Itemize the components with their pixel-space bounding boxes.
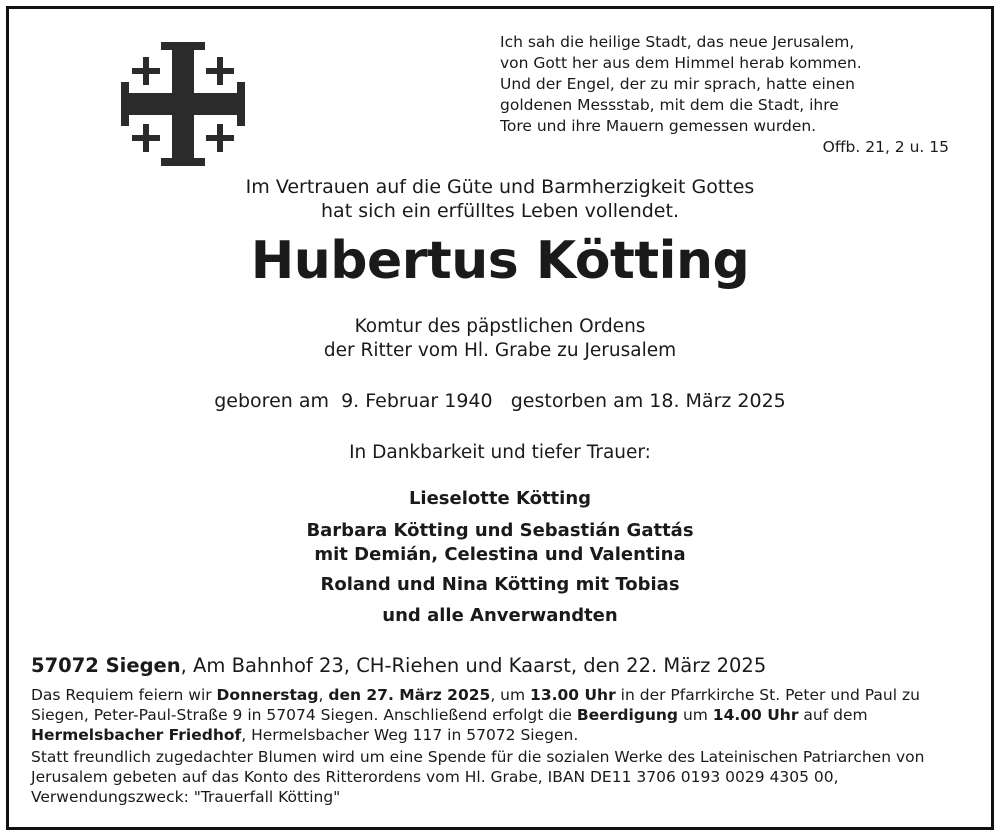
- burial-time: 14.00 Uhr: [712, 706, 799, 724]
- verse-line: Ich sah die heilige Stadt, das neue Jerusalem,: [500, 33, 855, 51]
- mourner-entry: Lieselotte Kötting: [408, 488, 592, 509]
- place-city: 57072 Siegen: [31, 654, 181, 677]
- honorific-line: der Ritter vom Hl. Grabe zu Jerusalem: [323, 340, 677, 361]
- requiem-text: auf dem: [798, 706, 868, 724]
- verse-line: von Gott her aus dem Himmel herab kommen.: [500, 54, 862, 72]
- intro-text: [9, 175, 991, 223]
- verse-line: goldenen Messstab, mit dem die Stadt, ihre: [500, 96, 839, 114]
- mourning-intro: In Dankbarkeit und tiefer Trauer:: [349, 442, 651, 463]
- requiem-text: ,: [318, 686, 329, 704]
- mourner-line: mit Demián, Celestina und Valentina: [314, 544, 686, 565]
- requiem-text: Das Requiem feiern wir: [31, 686, 217, 704]
- cemetery-name: Hermelsbacher Friedhof: [31, 726, 242, 744]
- requiem-date: den 27. März 2025: [328, 686, 491, 704]
- requiem-text: , Hermelsbacher Weg 117 in 57072 Siegen.: [241, 726, 579, 744]
- requiem-time: 13.00 Uhr: [530, 686, 616, 704]
- place-and-date: [31, 654, 766, 677]
- place-addresses: , Am Bahnhof 23, CH-Riehen und Kaarst, den 22. März 2025: [180, 654, 767, 677]
- obituary-notice: [6, 6, 994, 830]
- requiem-text: , um: [490, 686, 531, 704]
- jerusalem-cross-icon: [117, 38, 249, 170]
- honorific-line: Komtur des päpstlichen Ordens: [354, 316, 646, 337]
- requiem-day: Donnerstag: [216, 686, 319, 704]
- life-dates: [9, 390, 991, 412]
- bible-verse: [500, 32, 900, 137]
- intro-line: hat sich ein erfülltes Leben vollendet.: [321, 200, 679, 222]
- verse-line: Und der Engel, der zu mir sprach, hatte einen: [500, 75, 855, 93]
- donation-request: Statt freundlich zugedachter Blumen wird um eine Spende für die sozialen Werke des Lateinischen Patriarchen von Jerusalem gebeten auf das Konto des Ritterordens vom Hl. Grabe, IBAN DE11 3706 0193 0029 4305 00, Verwendungszweck: "Trauerfall Kötting": [31, 748, 925, 806]
- verse-reference: Offb. 21, 2 u. 15: [822, 138, 949, 156]
- mourner-entry: und alle Anverwandten: [382, 605, 618, 626]
- mourner-entry: Roland und Nina Kötting mit Tobias: [320, 574, 680, 595]
- burial-label: Beerdigung: [576, 706, 679, 724]
- birth-date: geboren am 9. Februar 1940: [214, 390, 493, 412]
- honorific-title: [9, 315, 991, 363]
- mourner-line: Barbara Kötting und Sebastián Gattás: [306, 520, 694, 541]
- deceased-name: Hubertus Kötting: [250, 231, 750, 291]
- requiem-text: in der Pfarrkirche St. Peter und Paul zu Siegen, Peter-Paul-Straße 9 in 57074 Siegen. Anschließend erfolgt die: [31, 686, 920, 724]
- mourner-entry: [9, 519, 991, 567]
- verse-line: Tore und ihre Mauern gemessen wurden.: [500, 117, 817, 135]
- requiem-text: um: [678, 706, 713, 724]
- death-date: gestorben am 18. März 2025: [510, 390, 786, 412]
- intro-line: Im Vertrauen auf die Güte und Barmherzigkeit Gottes: [245, 176, 755, 198]
- requiem-details: [31, 685, 981, 745]
